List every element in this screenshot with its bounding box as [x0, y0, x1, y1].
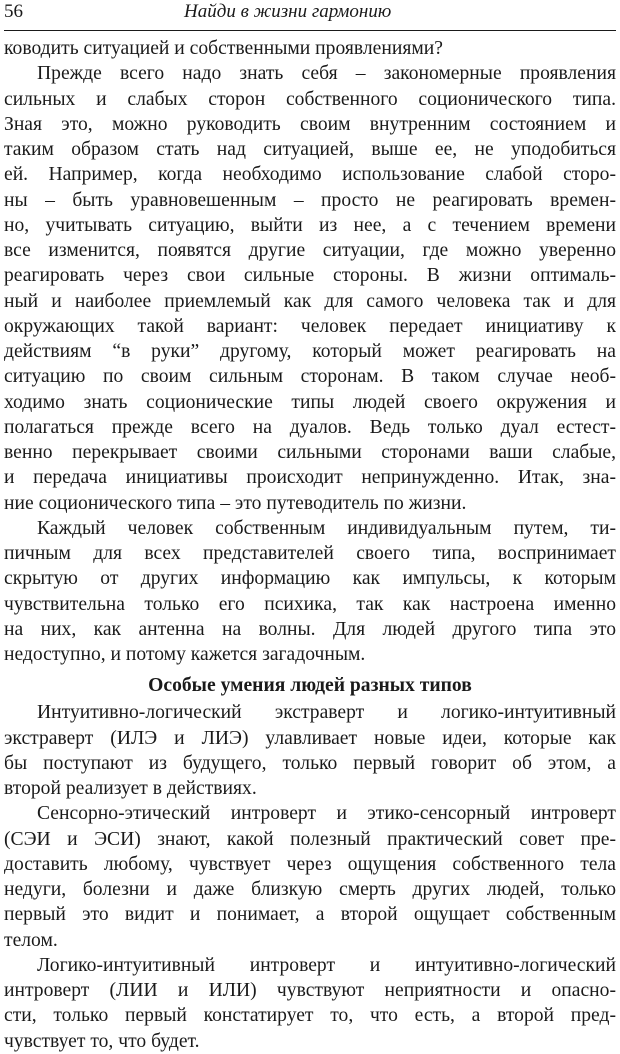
text-line: полагаться прежде всего на дуалов. Ведь только дуал естест-: [4, 416, 616, 438]
running-title: Найди в жизни гармонию: [184, 1, 392, 22]
text-line: недоступно, и потому кажется загадочным.: [4, 644, 366, 665]
text-line: окружающих такой вариант: человек передает инициативу к: [4, 315, 616, 337]
text-line: Прежде всего надо знать себя – закономерные проявления: [37, 63, 616, 85]
text-line: ние соционического типа – это путеводитель по жизни.: [4, 492, 467, 514]
text-line: Каждый человек собственным индивидуальным путем, ти-: [37, 517, 616, 539]
section-heading: Особые умения людей разных типов: [148, 675, 472, 697]
text-line: недуги, болезни и даже близкую смерть других людей, только: [4, 879, 616, 900]
text-line: ходимо знать соционические типы людей своего окружения и: [4, 391, 616, 413]
text-line: бы поступают из будущего, только первый говорит об этом, а: [4, 752, 616, 774]
text-line: второй реализует в действиях.: [4, 778, 257, 799]
text-line: Логико-интуитивный интроверт и интуитивно-логический: [37, 954, 616, 976]
text-line: и передача инициативы происходит непринужденно. Итак, зна-: [4, 467, 616, 489]
text-line: таким образом стать над ситуацией, выше ее, не уподобиться: [4, 139, 616, 160]
text-line: ны – быть уравновешенным – просто не реагировать времен-: [4, 189, 616, 211]
text-line: сильных и слабых сторон собственного соционического типа.: [4, 88, 616, 110]
text-line: экстраверт (ИЛЭ и ЛИЭ) улавливает новые идеи, которые как: [4, 727, 616, 749]
text-line: реагировать через свои сильные стороны. В жизни оптималь-: [4, 265, 616, 287]
text-line: но, учитывать ситуацию, выйти из нее, а с течением времени: [4, 214, 616, 236]
text-line: первый это видит и понимает, а второй ощущает собственным: [4, 904, 616, 926]
text-line: Зная это, можно руководить своим внутренним состоянием и: [4, 113, 616, 135]
text-line: интроверт (ЛИИ и ИЛИ) чувствуют неприятности и опасно-: [4, 980, 616, 1001]
page-number: 56: [4, 1, 23, 22]
text-line: ный и наиболее приемлемый как для самого человека так и для: [4, 290, 616, 312]
body-text: [4, 36, 616, 1054]
text-line: скрытую от других информацию как импульсы, к которым: [4, 568, 616, 590]
running-header: [4, 0, 616, 31]
text-line: венно перекрывает своими сильными сторонами ваши слабые,: [4, 442, 616, 463]
text-line: Интуитивно-логический экстраверт и логико-интуитивный: [37, 702, 616, 724]
text-line: сти, только первый констатирует то, что есть, а второй пред-: [4, 1005, 616, 1027]
text-line: чувствует то, что будет.: [4, 1030, 200, 1052]
text-line: ей. Например, когда необходимо использование слабой сторо-: [4, 164, 616, 186]
text-line: Сенсорно-этический интроверт и этико-сенсорный интроверт: [37, 803, 616, 825]
text-line: доставить любому, чувствует через ощущения собственного тела: [4, 853, 616, 875]
text-line: ководить ситуацией и собственными проявлениями?: [4, 38, 443, 59]
text-line: телом.: [4, 929, 58, 951]
text-line: (СЭИ и ЭСИ) знают, какой полезный практический совет пре-: [4, 828, 616, 850]
text-line: пичным для всех представителей своего типа, воспринимает: [4, 543, 616, 564]
text-line: чувствительна только его психика, так как настроена именно: [4, 593, 616, 615]
text-line: на них, как антенна на волны. Для людей другого типа это: [4, 618, 616, 640]
text-line: действиям “в руки” другому, который может реагировать на: [4, 341, 616, 362]
text-line: все изменится, появятся другие ситуации, где можно уверенно: [4, 240, 616, 261]
text-line: ситуацию по своим сильным сторонам. В таком случае необ-: [4, 366, 616, 388]
